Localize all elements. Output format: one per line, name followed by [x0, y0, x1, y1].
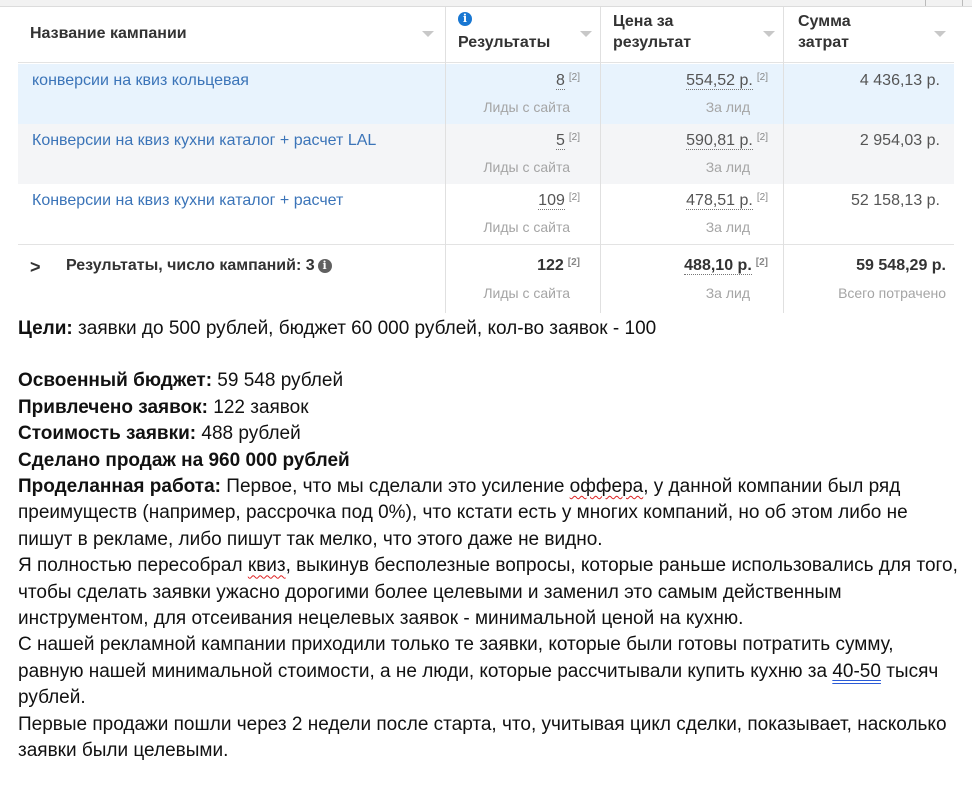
column-header-campaign-name[interactable]	[18, 7, 445, 63]
sort-caret-icon[interactable]	[580, 31, 592, 37]
sort-caret-icon[interactable]	[934, 31, 946, 37]
toolbar-divider	[925, 0, 926, 6]
cost-per-result-value[interactable]: 590,81 р. [2]	[686, 132, 768, 149]
cost-sublabel: За лид	[705, 99, 750, 115]
campaign-name-link[interactable]: Конверсии на квиз кухни каталог + расчет LAL	[32, 132, 377, 149]
leads-line: Привлечено заявок: 122 заявок	[18, 396, 309, 418]
results-sublabel: Лиды с сайта	[483, 285, 570, 301]
table-row[interactable]	[18, 124, 954, 184]
total-cost-per-result-value[interactable]: 488,10 р. [2]	[684, 257, 768, 274]
column-header-label-line2: затрат	[798, 34, 849, 51]
column-header-label-line2: результат	[613, 34, 692, 51]
campaign-name-link[interactable]: конверсии на квиз кольцевая	[32, 72, 249, 89]
sort-caret-icon[interactable]	[763, 31, 775, 37]
column-header-label-line1: Цена за	[613, 13, 674, 30]
results-sublabel: Лиды с сайта	[483, 159, 570, 175]
column-divider	[445, 7, 446, 313]
campaign-table	[18, 7, 954, 313]
column-header-amount-spent[interactable]	[784, 7, 954, 63]
column-header-label-line1: Сумма	[798, 13, 851, 30]
sort-caret-icon[interactable]	[422, 31, 434, 37]
totals-label: Результаты, число кампаний: 3 i	[66, 257, 332, 275]
amount-spent-value: 52 158,13 р.	[851, 192, 940, 209]
cost-sublabel: За лид	[705, 159, 750, 175]
totals-row	[18, 245, 954, 313]
spellcheck-word: квиз	[247, 555, 286, 577]
work-paragraph-1: Проделанная работа: Первое, что мы сделали это усиление оффера, у данной компании был ряд преимуществ (например, рассрочка под 0%), что кстати есть у многих компаний, но об этом либо не пишут в рекламе, либо пишут так мелко, что этого даже не видно.	[18, 476, 908, 550]
top-toolbar-edge	[0, 0, 972, 7]
toolbar-divider	[962, 0, 963, 6]
grammar-flag-word: 40-50	[832, 660, 881, 682]
work-paragraph-4: Первые продажи пошли через 2 недели после старта, что, учитывая цикл сделки, показывает, насколько заявки были целевыми.	[18, 713, 947, 762]
column-divider	[600, 7, 601, 313]
work-paragraph-3: С нашей рекламной кампании приходили только те заявки, которые были готовы потратить сумму, равную нашей минимальной стоимости, а не люди, которые рассчитывали купить кухню за 40-50 тысяч рублей.	[18, 634, 939, 709]
sales-line: Сделано продаж на 960 000 рублей	[18, 449, 350, 471]
work-paragraph-2: Я полностью пересобрал квиз, выкинув бесполезные вопросы, которые раньше использовались для того, чтобы сделать заявки ужасно дорогими более целевыми и заменил это самым действенным инструментом, для отсеивания нецелевых заявок - минимальной ценой на кухню.	[18, 555, 958, 630]
results-sublabel: Лиды с сайта	[483, 99, 570, 115]
total-results-value[interactable]: 122 [2]	[537, 257, 580, 274]
results-value[interactable]: 8 [2]	[555, 72, 580, 89]
amount-spent-value: 2 954,03 р.	[859, 132, 940, 149]
amount-spent-value: 4 436,13 р.	[859, 72, 940, 89]
campaign-name-link[interactable]: Конверсии на квиз кухни каталог + расчет	[32, 192, 344, 209]
column-header-label: Результаты	[458, 34, 551, 51]
info-icon[interactable]: i	[458, 12, 472, 26]
cost-line: Стоимость заявки: 488 рублей	[18, 423, 301, 445]
expand-chevron-icon[interactable]: >	[30, 257, 41, 277]
spend-sublabel: Всего потрачено	[838, 285, 946, 301]
column-divider	[783, 7, 784, 313]
results-sublabel: Лиды с сайта	[483, 219, 570, 235]
cost-per-result-value[interactable]: 478,51 р. [2]	[686, 192, 768, 209]
total-amount-spent-value: 59 548,29 р.	[856, 257, 946, 274]
column-header-label: Название кампании	[30, 25, 187, 42]
results-value[interactable]: 5 [2]	[555, 132, 580, 149]
budget-line: Освоенный бюджет: 59 548 рублей	[18, 370, 344, 392]
column-header-cost-per-result[interactable]	[601, 7, 783, 63]
cost-per-result-value[interactable]: 554,52 р. [2]	[686, 72, 768, 89]
info-icon[interactable]: i	[318, 259, 332, 273]
cost-sublabel: За лид	[705, 219, 750, 235]
table-row[interactable]	[18, 64, 954, 124]
document-text[interactable]	[18, 316, 963, 765]
goals-line: Цели: заявки до 500 рублей, бюджет 60 000 рублей, кол-во заявок - 100	[18, 318, 657, 339]
table-row[interactable]	[18, 184, 954, 245]
cost-sublabel: За лид	[705, 285, 750, 301]
spellcheck-word: оффера	[569, 476, 644, 498]
column-header-results[interactable]	[446, 7, 600, 63]
results-value[interactable]: 109 [2]	[538, 192, 580, 209]
